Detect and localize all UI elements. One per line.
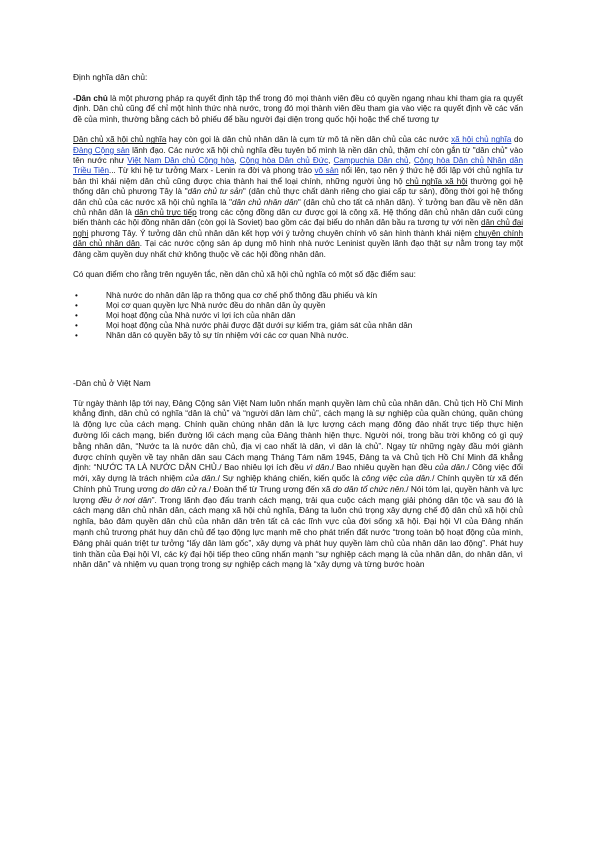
link-communist-party[interactable]: Đảng Cộng sản [73,145,130,155]
text-run: . Tại các nước cộng sản áp dụng mô hình nhà nước Leninist quyền lãnh đạo thật sự nằm trong tay một đảng cầm quyền duy nhất chứ không thuộc về các hội đồng nhân dân. [73,239,524,259]
italic-term: do dân tổ chức nên. [332,483,407,494]
italic-term: do dân cử ra. [159,483,209,494]
characteristics-list [73,291,523,342]
italic-term: của dân. [185,473,218,484]
italic-term: dân chủ tư sản [187,187,243,197]
text-run: , [328,156,334,166]
text-run: hay còn gọi là dân chủ nhân dân là cụm từ mô tả nền dân chủ của các nước [166,135,452,145]
link-dprk[interactable]: Cộng hòa Dân chủ Nhân dân Triều Tiên [73,156,524,176]
list-item: • Nhà nước do nhân dân lập ra thông qua cơ chế phổ thông đầu phiếu và kín [73,291,523,301]
text-run: / Sự nghiệp kháng chiến, kiến quốc là [217,473,362,484]
text-run: lãnh đạo. Các nước xã hội chủ nghĩa đều tuyên bố mình là nền dân chủ, thậm chí còn gắn từ "dân chủ" vào tên nước như [73,145,523,166]
text-run: , [234,156,240,166]
section-heading-vietnam: -Dân chủ ở Việt Nam [73,377,151,388]
paragraph-democracy-definition [73,94,523,125]
text-run: Từ ngày thành lập tới nay, Đảng Cộng sản Việt Nam luôn nhấn mạnh quyền làm chủ của nhân dân. Chủ tịch Hồ Chí Minh khẳng định, dân chủ có nghĩa “dân là chủ” và “người dân làm chủ”, cách mạng là sự nghiệp của quần chúng, quần chúng là động lực của cách mạng. Chính quần chúng nhân dân là lực lượng cách mạng đông đảo nhất trực tiếp thực hiện đường lối cách mạng, biến đường lối cách mạng của Đảng thành hiện thực. Người nói, trong bầu trời không có gì quý bằng nhân dân, “Nước ta là nước dân chủ, địa vị cao nhất là dân, vì dân là chủ”. Ngay từ những ngày đầu mới giành được chính quyền về tay nhân dân sau Cách mạng Tháng Tám năm 1945, Đảng ta và Chủ tịch Hồ Chí Minh đã khẳng định: “NƯỚC TA LÀ NƯỚC DÂN CHỦ./ Bao nhiêu lợi ích đều [73,397,523,473]
text-run: / Đoàn thể từ Trung ương đến xã [208,483,333,494]
link-proletariat[interactable]: vô sản [314,166,339,176]
text-run: / Chính quyền từ xã đến Chính phủ Trung ương [73,473,524,494]
underlined-term: chuyên chính dân chủ nhân dân [73,228,523,249]
italic-term: của dân. [435,462,468,473]
paragraph-text: là một phương pháp ra quyết định tập thể trong đó mọi thành viên đều có quyền ngang nhau khi tham gia ra quyết định. Dân chủ cũng để chỉ một hình thức nhà nước, trong đó mọi thành viên đều tham gia vào việc ra quyết định về các vấn đề của mình, thường bằng cách bỏ phiếu để bầu người đại diện trong quốc hội hoặc thể chế tương tự [73,94,523,124]
list-item: • Mọi hoạt động của Nhà nước vì lợi ích của nhân dân [73,311,523,321]
text-run: do [511,135,523,145]
paragraph-socialist-democracy [73,135,523,260]
text-run: , [408,156,414,166]
link-vietnam-drv[interactable]: Việt Nam Dân chủ Cộng hòa [127,156,235,166]
text-run: nổi lên, tạo nên ý thức hệ đối lập với chủ nghĩa tư bản thì khái niệm dân chủ cũng được chia thành hai thể loại chính, những người ủng hộ [73,166,523,186]
link-democratic-kampuchea[interactable]: Campuchia Dân chủ [333,156,409,166]
text-run: / Công việc đổi mới, xây dựng là trách nhiệm [73,462,523,484]
underlined-term: chủ nghĩa xã hội [405,176,468,186]
text-run: trong các cộng đồng dân cư được gọi là công xã. Hệ thống dân chủ nhân dân cuối cùng biến thành các hội đồng nhân dân (còn gọi là Soviet) bao gồm các đại biểu do nhân dân bầu ra tương tự với nền [73,208,523,228]
underlined-term: dân chủ trực tiếp [134,208,197,218]
text-run: thường gọi hệ thống dân chủ phương Tây là " [73,176,523,197]
italic-term: đều ở nơi dân [98,494,152,505]
italic-term: dân chủ nhân dân [232,197,298,207]
paragraph-characteristics-intro: Có quan điểm cho rằng trên nguyên tắc, nền dân chủ xã hội chủ nghĩa có một số đặc điểm sau: [73,270,416,280]
document-page [73,72,523,570]
text-run: ./ Bao nhiêu quyền hạn đều [329,462,435,473]
link-socialism[interactable]: xã hội chủ nghĩa [451,135,512,145]
text-run: ”. Trong lãnh đạo đấu tranh cách mạng, trải qua cuộc cách mạng giải phóng dân tộc và sau đó là cách mạng dân chủ nhân dân, cách mạng xã hội chủ nghĩa, Đảng ta luôn chú trọng xây dựng chế độ dân chủ xã hội chủ nghĩa, bảo đảm quyền dân chủ của nhân dân trên tất cả các lĩnh vực của đời sống xã hội. Đại hội VI của Đảng nhấn mạnh chủ trương phát huy dân chủ để tạo động lực mạnh mẽ cho phát triển đất nước “trong toàn bộ hoạt động của mình, Đảng phải quán triệt tư tưởng “lấy dân làm gốc”, xây dựng và phát huy quyền làm chủ của nhân dân lao động”. Phát huy tinh thần của Đại hội VI, các kỳ đại hội tiếp theo cũng nhấn mạnh “sự nghiệp cách mạng là của nhân dân, do nhân dân, vì nhân dân” và nhiệm vụ quan trọng trong sự nghiệp cách mạng là “xây dựng và từng bước hoàn [73,494,524,570]
bold-term: -Dân chủ [73,94,108,103]
underlined-term: Dân chủ xã hội chủ nghĩa [73,135,167,145]
text-run: " (dân chủ thực chất dành riêng cho giai cấp tư sản), đồng thời gọi hệ thống dân chủ của các nước xã hội chủ nghĩa là " [73,187,523,207]
underlined-term: dân chủ đại nghị [73,218,523,238]
italic-term: công việc của dân. [361,473,433,484]
text-run: phương Tây. Ý tưởng dân chủ nhân dân kết hợp với ý tưởng chuyên chính vô sản hình thành khái niệm [88,228,475,238]
text-run: ... Từ khi hệ tư tưởng Marx - Lenin ra đời và phong trào [108,166,315,176]
list-item: • Mọi cơ quan quyền lực Nhà nước đều do nhân dân ủy quyền [73,301,523,311]
paragraph-democracy-vietnam [73,398,523,571]
link-gdr[interactable]: Cộng hòa Dân chủ Đức [239,156,329,166]
list-item: • Nhân dân có quyền bãy tỏ sự tín nhiệm với các cơ quan Nhà nước. [73,331,523,341]
text-run: / Nói tóm lại, quyền hành và lực lượng [73,483,523,505]
list-item: • Mọi hoạt động của Nhà nước phải được đặt dưới sự kiểm tra, giám sát của nhân dân [73,321,523,331]
italic-term: vì dân [306,462,330,473]
text-run: " (dân chủ cho tất cả nhân dân). Ý tưởng ban đầu về nền dân chủ nhân dân là [73,197,523,218]
section-heading-definition: Định nghĩa dân chủ: [73,72,148,82]
